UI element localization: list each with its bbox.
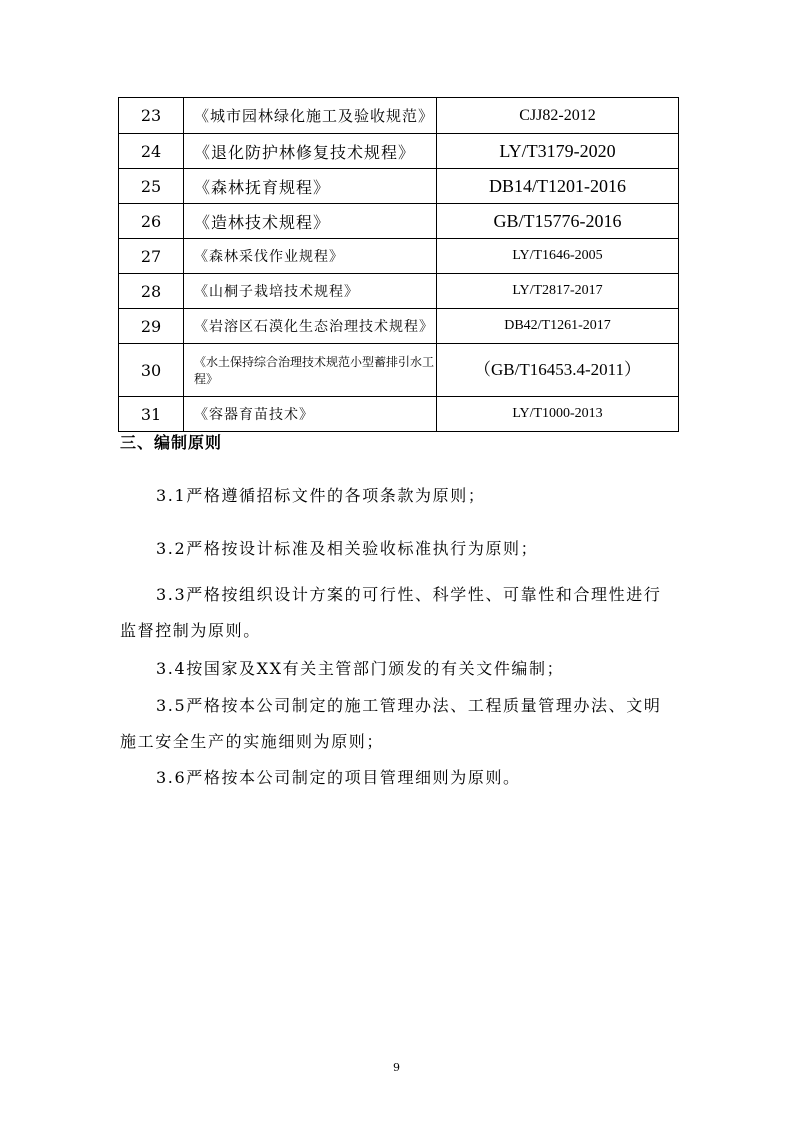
standard-name: 《森林抚育规程》: [184, 169, 437, 204]
standard-code: CJJ82-2012: [437, 98, 679, 134]
standard-name: 《岩溶区石漠化生态治理技术规程》: [184, 309, 437, 344]
table-row: [119, 397, 679, 432]
row-number: 23: [119, 98, 184, 134]
principle-paragraph: 3.6严格按本公司制定的项目管理细则为原则。: [156, 768, 521, 787]
page-number: 9: [393, 1061, 400, 1074]
row-number: 26: [119, 204, 184, 239]
row-number: 28: [119, 274, 184, 309]
row-number: 31: [119, 397, 184, 432]
table-row: [119, 169, 679, 204]
standard-code: GB/T15776-2016: [437, 204, 679, 239]
standard-code: （GB/T16453.4-2011）: [437, 344, 679, 397]
table-row: [119, 344, 679, 397]
table-row: [119, 239, 679, 274]
principle-paragraph: 3.5严格按本公司制定的施工管理办法、工程质量管理办法、文明施工安全生产的实施细则为原则；: [120, 696, 662, 751]
row-number: 30: [119, 344, 184, 397]
standard-name: 《水土保持综合治理技术规范小型蓄排引水工程》: [184, 344, 437, 397]
standard-name: 《退化防护林修复技术规程》: [184, 134, 437, 169]
standard-name: 《森林采伐作业规程》: [184, 239, 437, 274]
table-row: [119, 309, 679, 344]
principle-paragraph: 3.3严格按组织设计方案的可行性、科学性、可靠性和合理性进行监督控制为原则。: [120, 585, 662, 640]
standards-table: [118, 97, 679, 432]
table-row: [119, 204, 679, 239]
table-row: [119, 134, 679, 169]
standard-name: 《山桐子栽培技术规程》: [184, 274, 437, 309]
table-row: [119, 98, 679, 134]
row-number: 27: [119, 239, 184, 274]
row-number: 29: [119, 309, 184, 344]
principle-paragraph: 3.1严格遵循招标文件的各项条款为原则；: [156, 486, 486, 505]
table-row: [119, 274, 679, 309]
row-number: 24: [119, 134, 184, 169]
standard-code: DB42/T1261-2017: [437, 309, 679, 344]
principle-paragraph: 3.2严格按设计标准及相关验收标准执行为原则；: [156, 539, 539, 558]
standard-code: LY/T2817-2017: [437, 274, 679, 309]
standard-code: LY/T1646-2005: [437, 239, 679, 274]
section-heading: 三、编制原则: [120, 433, 223, 452]
standard-name: 《造林技术规程》: [184, 204, 437, 239]
principle-paragraph: 3.4按国家及XX有关主管部门颁发的有关文件编制；: [156, 659, 565, 678]
row-number: 25: [119, 169, 184, 204]
standard-code: LY/T3179-2020: [437, 134, 679, 169]
standard-code: DB14/T1201-2016: [437, 169, 679, 204]
standard-name: 《容器育苗技术》: [184, 397, 437, 432]
standard-code: LY/T1000-2013: [437, 397, 679, 432]
standard-name: 《城市园林绿化施工及验收规范》: [184, 98, 437, 134]
